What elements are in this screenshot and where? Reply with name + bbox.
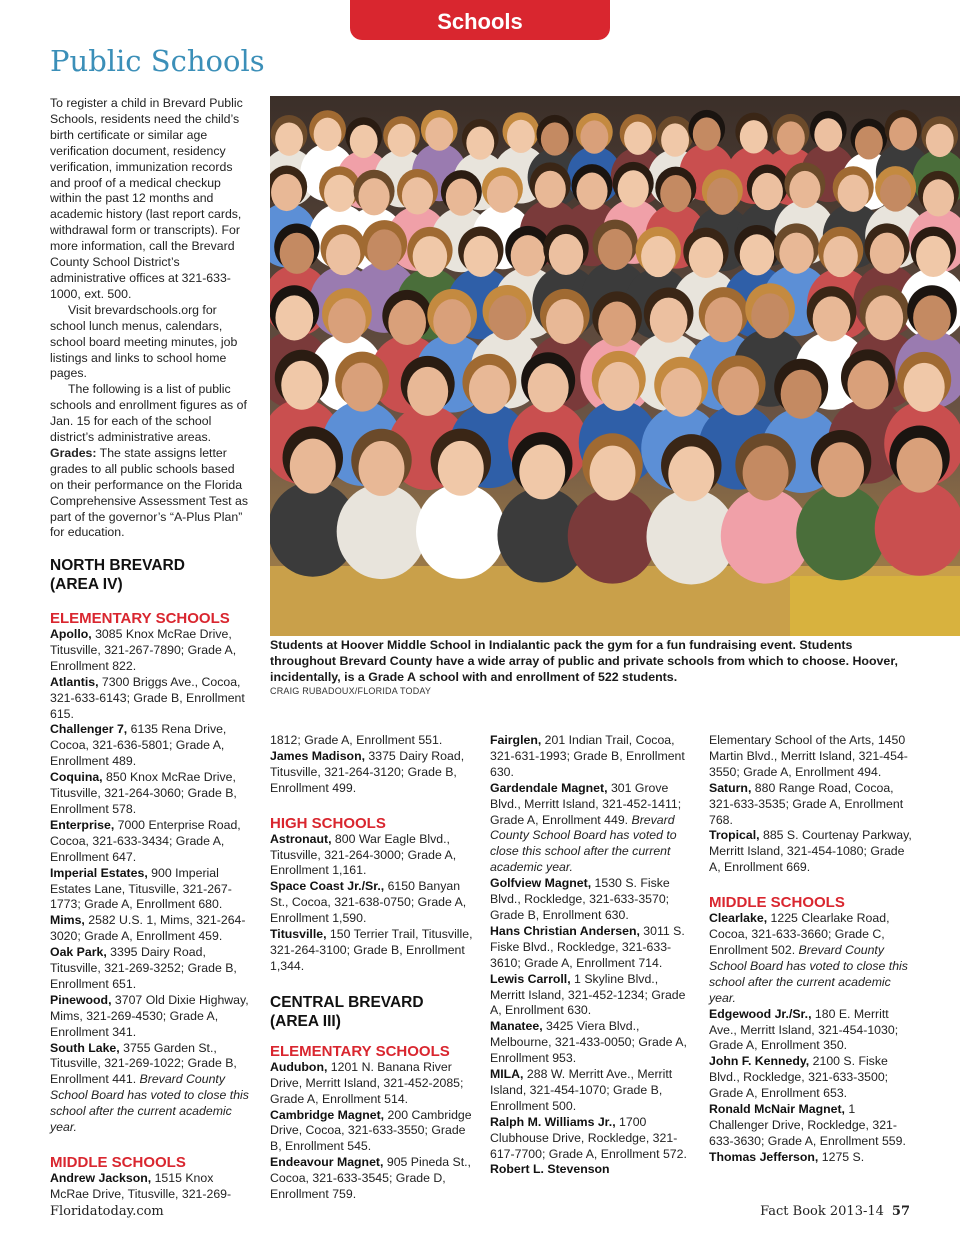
school-entry: Saturn, 880 Range Road, Cocoa, 321-633-3535; Grade A, Enrollment 768. [709, 780, 904, 827]
school-entry: Ronald McNair Magnet, 1 Challenger Drive, Rockledge, 321-633-3630; Grade A, Enrollment 559. [709, 1102, 906, 1148]
student-face [779, 233, 813, 274]
student-face [598, 302, 636, 347]
student-face [407, 367, 448, 416]
student-face [489, 295, 527, 340]
student-face [789, 171, 820, 208]
school-entry: Astronaut, 800 War Eagle Blvd., Titusville, 321-264-3000; Grade A, Enrollment 1,161. [270, 831, 457, 878]
student-face [549, 234, 583, 275]
elementary-heading: ELEMENTARY SCHOOLS [270, 1042, 450, 1060]
middle-heading: MIDDLE SCHOOLS [709, 894, 845, 912]
high-heading: HIGH SCHOOLS [270, 814, 386, 832]
school-entry-continued: 1812; Grade A, Enrollment 551. [270, 733, 443, 747]
listing-column-1 [50, 556, 255, 1203]
student-face [576, 173, 607, 210]
school-entry: Hans Christian Andersen, 3011 S. Fiske Blvd., Rockledge, 321-633-3610; Grade A, Enrollment 714. [490, 923, 685, 970]
school-entry: Space Coast Jr./Sr., 6150 Banyan St., Cocoa, 321-638-0750; Grade A, Enrollment 1,590. [270, 879, 467, 926]
student-face [487, 176, 518, 213]
student-face [660, 175, 691, 212]
intro-text [50, 96, 250, 541]
school-entry: Clearlake, 1225 Clearlake Road, Cocoa, 321-633-3660; Grade C, Enrollment 502. Brevard County School Board has voted to close this school after the current academic year. [709, 911, 908, 1005]
footer-website: Floridatoday.com [50, 1204, 164, 1219]
student-face [813, 296, 851, 341]
grades-label: Grades: [50, 445, 97, 460]
school-entry: James Madison, 3375 Dairy Road, Titusville, 321-264-3120; Grade B, Enrollment 499. [270, 748, 465, 795]
photo-caption: Students at Hoover Middle School in Indialantic pack the gym for a fun fundraising event. Students throughout Brevard County have a wide array of public and private schools from which to choose. Hoover, incidentally, is a Grade A school with and enrollment of 522 students. [270, 638, 898, 684]
student-face [889, 117, 917, 150]
student-face [913, 295, 951, 340]
student-face [650, 298, 688, 343]
student-face [388, 300, 426, 345]
student-face [897, 438, 943, 493]
student-face [326, 234, 360, 275]
student-face [402, 177, 433, 214]
footer-publication: Fact Book 2013-14 57 [760, 1204, 910, 1219]
school-entry: Fairglen, 201 Indian Trail, Cocoa, 321-631-1993; Grade B, Enrollment 630. [490, 733, 685, 779]
intro-paragraph: To register a child in Brevard Public Schools, residents need the child’s birth certificate or similar age verification document, residency verification, immunization records and proof of a medical checkup within the past 12 months and academic history (last report cards, withdrawal form or transcripts). For more information, call the Brevard County School District’s administrative offices at 321-633-1000, ext. 500. [50, 96, 243, 301]
school-entry: Audubon, 1201 N. Banana River Drive, Merritt Island, 321-452-2085; Grade A, Enrollment 514. [270, 1059, 464, 1106]
school-entry: Edgewood Jr./Sr., 180 E. Merritt Ave., Merritt Island, 321-454-1030; Grade A, Enrollment 350. [709, 1006, 899, 1053]
student-face [740, 120, 768, 153]
student-face [507, 120, 535, 153]
student-face [598, 362, 639, 411]
student-face [590, 446, 636, 501]
school-entry: Mims, 2582 U.S. 1, Mims, 321-264-3020; Grade A, Enrollment 459. [50, 913, 246, 944]
student-body [568, 488, 658, 583]
student-face [689, 237, 723, 278]
student-face [388, 124, 416, 157]
students-photo [270, 96, 960, 636]
student-face [777, 121, 805, 154]
student-face [280, 233, 314, 274]
student-face [519, 444, 565, 499]
student-face [413, 236, 447, 277]
student-face [342, 363, 383, 412]
school-entry: Robert L. Stevenson [490, 1162, 610, 1177]
student-face [275, 122, 303, 155]
school-entry: Tropical, 885 S. Courtenay Parkway, Merritt Island, 321-454-1080; Grade A, Enrollment 669. [709, 828, 912, 875]
student-face [814, 118, 842, 151]
school-entry: Golfview Magnet, 1530 S. Fiske Blvd., Rockledge, 321-633-3570; Grade B, Enrollment 630. [490, 876, 670, 922]
student-face [466, 126, 494, 159]
student-face [511, 235, 545, 276]
school-entry: Apollo, 3085 Knox McRae Drive, Titusville, 321-267-7890; Grade A, Enrollment 822. [50, 627, 237, 673]
area-heading-north: NORTH BREVARD (AREA IV) [50, 557, 185, 593]
school-entry: Challenger 7, 6135 Rena Drive, Cocoa, 321-636-5801; Grade A, Enrollment 489. [50, 722, 227, 769]
school-entry: John F. Kennedy, 2100 S. Fiske Blvd., Rockledge, 321-633-3500; Grade A, Enrollment 653. [709, 1054, 889, 1101]
page-number: 57 [891, 1204, 910, 1219]
student-face [464, 236, 498, 277]
student-face [718, 366, 759, 415]
student-face [668, 446, 714, 501]
student-face [752, 173, 783, 210]
student-face [598, 229, 632, 270]
student-body [796, 485, 886, 580]
school-entry: Pinewood, 3707 Old Dixie Highway, Mims, 321-269-4530; Grade A, Enrollment 341. [50, 992, 249, 1039]
school-entry: MILA, 288 W. Merritt Ave., Merritt Island, 321-454-1070; Grade B, Enrollment 500. [490, 1067, 673, 1113]
student-face [350, 125, 378, 158]
intro-paragraph: The following is a list of public schools and enrollment figures as of Jan. 15 for each of the school district’s administrative areas. [50, 382, 247, 445]
listing-column-4 [709, 733, 914, 1166]
school-entry: South Lake, 3755 Garden St., Titusville, 321-269-1022; Grade B, Enrollment 441. Brevard County School Board has voted to close this school after the current academic year. [50, 1040, 249, 1135]
student-body [416, 484, 506, 579]
student-face [880, 174, 911, 211]
student-face [324, 175, 355, 212]
student-face [870, 233, 904, 274]
student-face [855, 126, 883, 159]
listing-column-2 [270, 733, 475, 1203]
school-entry: Ralph M. Williams Jr., 1700 Clubhouse Drive, Rockledge, 321-617-7700; Grade A, Enrollment 572. [490, 1114, 687, 1161]
student-face [661, 123, 689, 156]
school-entry: Titusville, 150 Terrier Trail, Titusville, 321-264-3100; Grade B, Enrollment 1,344. [270, 927, 473, 973]
student-body [337, 484, 427, 579]
student-face [535, 171, 566, 208]
section-tab: Schools [350, 0, 610, 40]
student-face [781, 370, 822, 419]
school-entry: Lewis Carroll, 1 Skyline Blvd., Merritt Island, 321-452-1234; Grade A, Enrollment 630. [490, 971, 686, 1018]
student-face [916, 236, 950, 277]
student-face [425, 117, 453, 150]
student-face [275, 295, 313, 340]
school-entry-continued: Elementary School of the Arts, 1450 Martin Blvd., Merritt Island, 321-454-3550; Grade A, Enrollment 494. [709, 733, 908, 779]
student-face [438, 441, 484, 496]
student-face [359, 441, 405, 496]
student-face [705, 297, 743, 342]
student-face [328, 298, 366, 343]
student-face [528, 363, 569, 412]
student-face [580, 120, 608, 153]
student-face [367, 229, 401, 270]
school-entry: Manatee, 3425 Viera Blvd., Melbourne, 321-433-0050; Grade A, Enrollment 953. [490, 1019, 687, 1066]
student-face [818, 442, 864, 497]
school-entry: Andrew Jackson, 1515 Knox McRae Drive, Titusville, 321-269- [50, 1171, 232, 1201]
student-face [904, 363, 945, 412]
student-face [271, 174, 302, 211]
student-face [926, 124, 954, 157]
student-face [618, 170, 649, 207]
student-face [641, 236, 675, 277]
student-face [751, 293, 789, 338]
student-face [546, 299, 584, 344]
listing-column-3 [490, 733, 695, 1178]
elementary-heading: ELEMENTARY SCHOOLS [50, 610, 230, 627]
page-title: Public Schools [50, 44, 265, 78]
student-face [281, 361, 322, 410]
student-face [446, 179, 477, 216]
student-face [469, 365, 510, 414]
grades-text: The state assigns letter grades to all public schools based on their performance on the Florida Comprehensive Assessment Test as part of the governor’s “A-Plus Plan” for education. [50, 445, 248, 540]
school-entry: Enterprise, 7000 Enterprise Road, Cocoa, 321-633-3434; Grade A, Enrollment 647. [50, 817, 241, 864]
intro-paragraph: Visit brevardschools.org for school lunch menus, calendars, school board meeting minutes, job listings and links to school home pages. [50, 302, 238, 381]
student-face [865, 295, 903, 340]
student-face [314, 118, 342, 151]
student-face [693, 117, 721, 150]
student-face [740, 234, 774, 275]
student-face [923, 179, 954, 216]
student-face [541, 122, 569, 155]
school-entry: Cambridge Magnet, 200 Cambridge Drive, Cocoa, 321-633-3550; Grade B, Enrollment 545. [270, 1107, 472, 1154]
student-face [847, 360, 888, 409]
student-face [358, 178, 389, 215]
middle-heading: MIDDLE SCHOOLS [50, 1154, 186, 1171]
school-entry: Gardendale Magnet, 301 Grove Blvd., Merritt Island, 321-452-1411; Grade A, Enrollment 449. Brevard County School Board has voted to close this school after the current academic year. [490, 780, 682, 875]
school-entry: Oak Park, 3395 Dairy Road, Titusville, 321-269-3252; Grade B, Enrollment 651. [50, 945, 237, 991]
school-entry: Atlantis, 7300 Briggs Ave., Cocoa, 321-633-6143; Grade B, Enrollment 615. [50, 674, 245, 721]
area-heading-central: CENTRAL BREVARD (AREA III) [270, 993, 424, 1030]
student-face [743, 446, 789, 501]
school-entry: Imperial Estates, 900 Imperial Estates Lane, Titusville, 321-267-1773; Grade A, Enrollment 680. [50, 865, 232, 912]
school-entry: Coquina, 850 Knox McRae Drive, Titusville, 321-264-3060; Grade B, Enrollment 578. [50, 770, 237, 816]
school-entry: Thomas Jefferson, 1275 S. [709, 1149, 865, 1164]
photo-credit: CRAIG RUBADOUX/FLORIDA TODAY [270, 686, 432, 696]
intro-paragraph [50, 446, 250, 541]
student-face [707, 178, 738, 215]
student-face [290, 439, 336, 494]
student-face [433, 299, 471, 344]
student-face [624, 122, 652, 155]
student-face [661, 368, 702, 417]
student-face [838, 175, 869, 212]
school-entry: Endeavour Magnet, 905 Pineda St., Cocoa, 321-633-3545; Grade D, Enrollment 759. [270, 1155, 471, 1202]
student-face [823, 236, 857, 277]
